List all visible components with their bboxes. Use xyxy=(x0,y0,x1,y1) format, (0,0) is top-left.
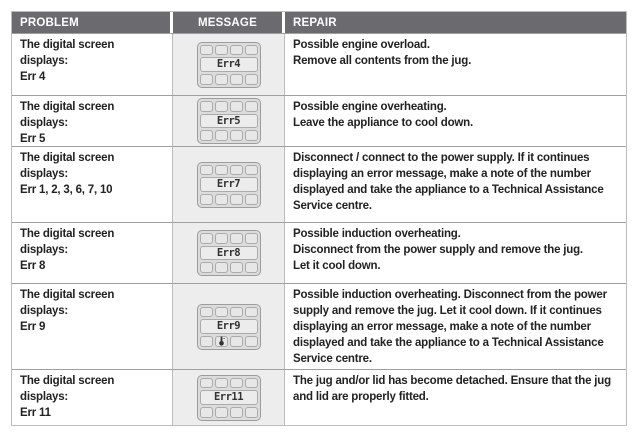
repair-line: Possible induction overheating. xyxy=(293,228,461,240)
problem-cell xyxy=(12,96,173,146)
problem-line: The digital screen xyxy=(20,289,115,301)
repair-line: Possible engine overheating. xyxy=(293,101,447,113)
table-row xyxy=(12,283,626,369)
display-bottom-row xyxy=(200,262,258,273)
column-header-problem: PROBLEM xyxy=(12,12,173,33)
digital-display xyxy=(197,375,261,421)
display-code-row xyxy=(200,319,258,333)
repair-cell xyxy=(285,147,626,222)
repair-line: The jug and/or lid has become detached. Ensure that the jug and lid are properly fitted. xyxy=(293,375,611,403)
digital-display xyxy=(197,304,261,350)
digital-display xyxy=(197,42,261,88)
display-top-row xyxy=(200,378,258,389)
problem-cell xyxy=(12,284,173,369)
table-header-row xyxy=(12,12,626,33)
message-cell xyxy=(173,34,285,95)
problem-line: The digital screen xyxy=(20,152,115,164)
table-row xyxy=(12,222,626,283)
table-row xyxy=(12,33,626,95)
display-bottom-row xyxy=(200,74,258,85)
problem-line: displays: xyxy=(20,168,69,180)
error-code: Err5 xyxy=(200,114,258,128)
problem-line: displays: xyxy=(20,391,69,403)
column-header-message: MESSAGE xyxy=(173,12,285,33)
table-row xyxy=(12,95,626,146)
thermometer-icon xyxy=(215,336,228,347)
error-code: Err8 xyxy=(200,246,258,260)
digital-display xyxy=(197,230,261,276)
error-code: Err11 xyxy=(200,390,258,404)
display-top-row xyxy=(200,165,258,176)
problem-line: displays: xyxy=(20,244,69,256)
message-cell xyxy=(173,284,285,369)
repair-cell xyxy=(285,96,626,146)
message-cell xyxy=(173,223,285,283)
troubleshooting-table xyxy=(11,11,627,426)
display-top-row xyxy=(200,233,258,244)
problem-line: Err 5 xyxy=(20,133,46,145)
digital-display xyxy=(197,98,261,144)
problem-line: The digital screen xyxy=(20,228,115,240)
repair-cell xyxy=(285,34,626,95)
problem-line: displays: xyxy=(20,117,69,129)
error-code: Err4 xyxy=(200,57,258,71)
display-bottom-row xyxy=(200,130,258,141)
problem-line: Err 4 xyxy=(20,71,46,83)
repair-line: Disconnect from the power supply and remove the jug. xyxy=(293,244,583,256)
display-bottom-row xyxy=(200,194,258,205)
message-cell xyxy=(173,147,285,222)
problem-line: Err 11 xyxy=(20,407,51,419)
repair-line: Possible engine overload. xyxy=(293,39,430,51)
display-code-row xyxy=(200,246,258,260)
problem-cell xyxy=(12,147,173,222)
table-row xyxy=(12,146,626,222)
problem-line: Err 1, 2, 3, 6, 7, 10 xyxy=(20,184,113,196)
column-header-repair: REPAIR xyxy=(285,12,626,33)
display-top-row xyxy=(200,45,258,56)
problem-line: Err 8 xyxy=(20,260,46,272)
problem-line: Err 9 xyxy=(20,321,46,333)
error-code: Err9 xyxy=(200,319,258,333)
display-bottom-row xyxy=(200,336,258,347)
repair-cell xyxy=(285,284,626,369)
display-code-row xyxy=(200,57,258,71)
problem-cell xyxy=(12,223,173,283)
display-code-row xyxy=(200,390,258,404)
error-code: Err7 xyxy=(200,177,258,191)
repair-line: Possible induction overheating. Disconnect from the power supply and remove the jug. Let it cool down. If it continues displaying an error message, make a note of the number displayed and take the appliance to a Technical Assistance Service centre. xyxy=(293,289,607,365)
display-top-row xyxy=(200,101,258,112)
problem-line: The digital screen xyxy=(20,39,115,51)
digital-display xyxy=(197,162,261,208)
problem-line: The digital screen xyxy=(20,101,115,113)
repair-cell xyxy=(285,223,626,283)
problem-cell xyxy=(12,370,173,425)
problem-line: displays: xyxy=(20,305,69,317)
table-row xyxy=(12,369,626,425)
repair-line: Leave the appliance to cool down. xyxy=(293,117,473,129)
repair-line: Remove all contents from the jug. xyxy=(293,55,472,67)
problem-line: displays: xyxy=(20,55,69,67)
problem-cell xyxy=(12,34,173,95)
display-top-row xyxy=(200,307,258,318)
display-bottom-row xyxy=(200,407,258,418)
repair-cell xyxy=(285,370,626,425)
display-code-row xyxy=(200,177,258,191)
repair-line: Let it cool down. xyxy=(293,260,381,272)
message-cell xyxy=(173,96,285,146)
message-cell xyxy=(173,370,285,425)
repair-line: Disconnect / connect to the power supply. If it continues displaying an error message, make a note of the number displayed and take the appliance to a Technical Assistance Service centre. xyxy=(293,152,604,212)
problem-line: The digital screen xyxy=(20,375,115,387)
display-code-row xyxy=(200,114,258,128)
